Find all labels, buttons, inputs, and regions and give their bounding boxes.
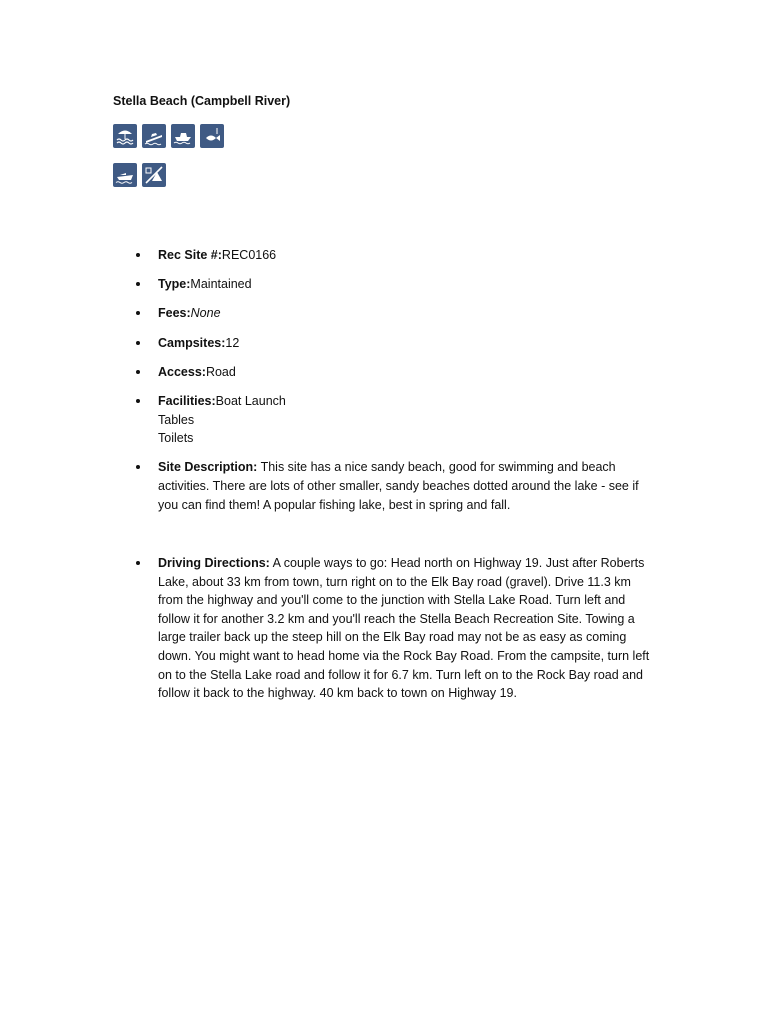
facility-toilets: Toilets <box>158 431 194 446</box>
driving-directions-text: A couple ways to go: Head north on Highway 19. Just after Roberts Lake, about 33 km from town, turn right on to the Elk Bay road (gravel). Drive 11.3 km from the highway and you'll come to the junction with Stella Lake Road. Turn left and follow it for another 3.2 km and you'll reach the Stella Beach Recreation Site. Towing a large trailer back up the steep hill on the Elk Bay road may not be as easy as coming down. You might want to head home via the Rock Bay Road. From the campsite, turn left on to the Stella Lake road and follow it for 6.7 km. Turn left on to the Rock Bay road and follow it back to the highway. 40 km back to town on Highway 19. <box>158 556 650 701</box>
fees-value: None <box>190 306 221 321</box>
detail-site-description <box>158 458 658 514</box>
swimming-icon <box>113 124 137 148</box>
facilities-label: Facilities: <box>158 393 216 408</box>
site-description-text: This site has a nice sandy beach, good for swimming and beach activities. There are lots of other smaller, sandy beaches dotted around the lake - see if you can find them! A popular fishing lake, best in spring and fall. <box>158 460 639 512</box>
rec-site-value: REC0166 <box>221 248 277 262</box>
detail-rec-site <box>158 246 658 265</box>
no-camping-icon <box>142 163 166 187</box>
facility-tables: Tables <box>158 412 195 427</box>
driving-directions-label: Driving Directions: <box>158 556 270 571</box>
access-label: Access: <box>158 364 206 379</box>
fishing-icon <box>200 124 224 148</box>
detail-type <box>158 275 658 294</box>
campsites-value: 12 <box>225 335 240 350</box>
page-title: Stella Beach (Campbell River) <box>113 94 291 108</box>
motorboat-icon <box>171 124 195 148</box>
detail-access <box>158 363 658 382</box>
fees-label: Fees: <box>158 306 191 321</box>
rec-site-label: Rec Site #: <box>158 248 222 262</box>
detail-driving-directions <box>158 554 658 703</box>
type-value: Maintained <box>190 277 252 292</box>
amenity-icons-row-1 <box>113 124 224 148</box>
detail-fees <box>158 304 658 323</box>
campsites-label: Campsites: <box>158 335 226 350</box>
access-value: Road <box>205 364 236 379</box>
boat-launch-icon <box>142 124 166 148</box>
site-details-list <box>158 246 658 713</box>
amenity-icons-row-2 <box>113 163 166 187</box>
type-label: Type: <box>158 277 191 292</box>
facility-boat-launch: Boat Launch <box>215 393 286 408</box>
site-description-label: Site Description: <box>158 460 258 475</box>
detail-facilities <box>158 392 658 448</box>
boating-icon <box>113 163 137 187</box>
detail-campsites <box>158 334 658 353</box>
